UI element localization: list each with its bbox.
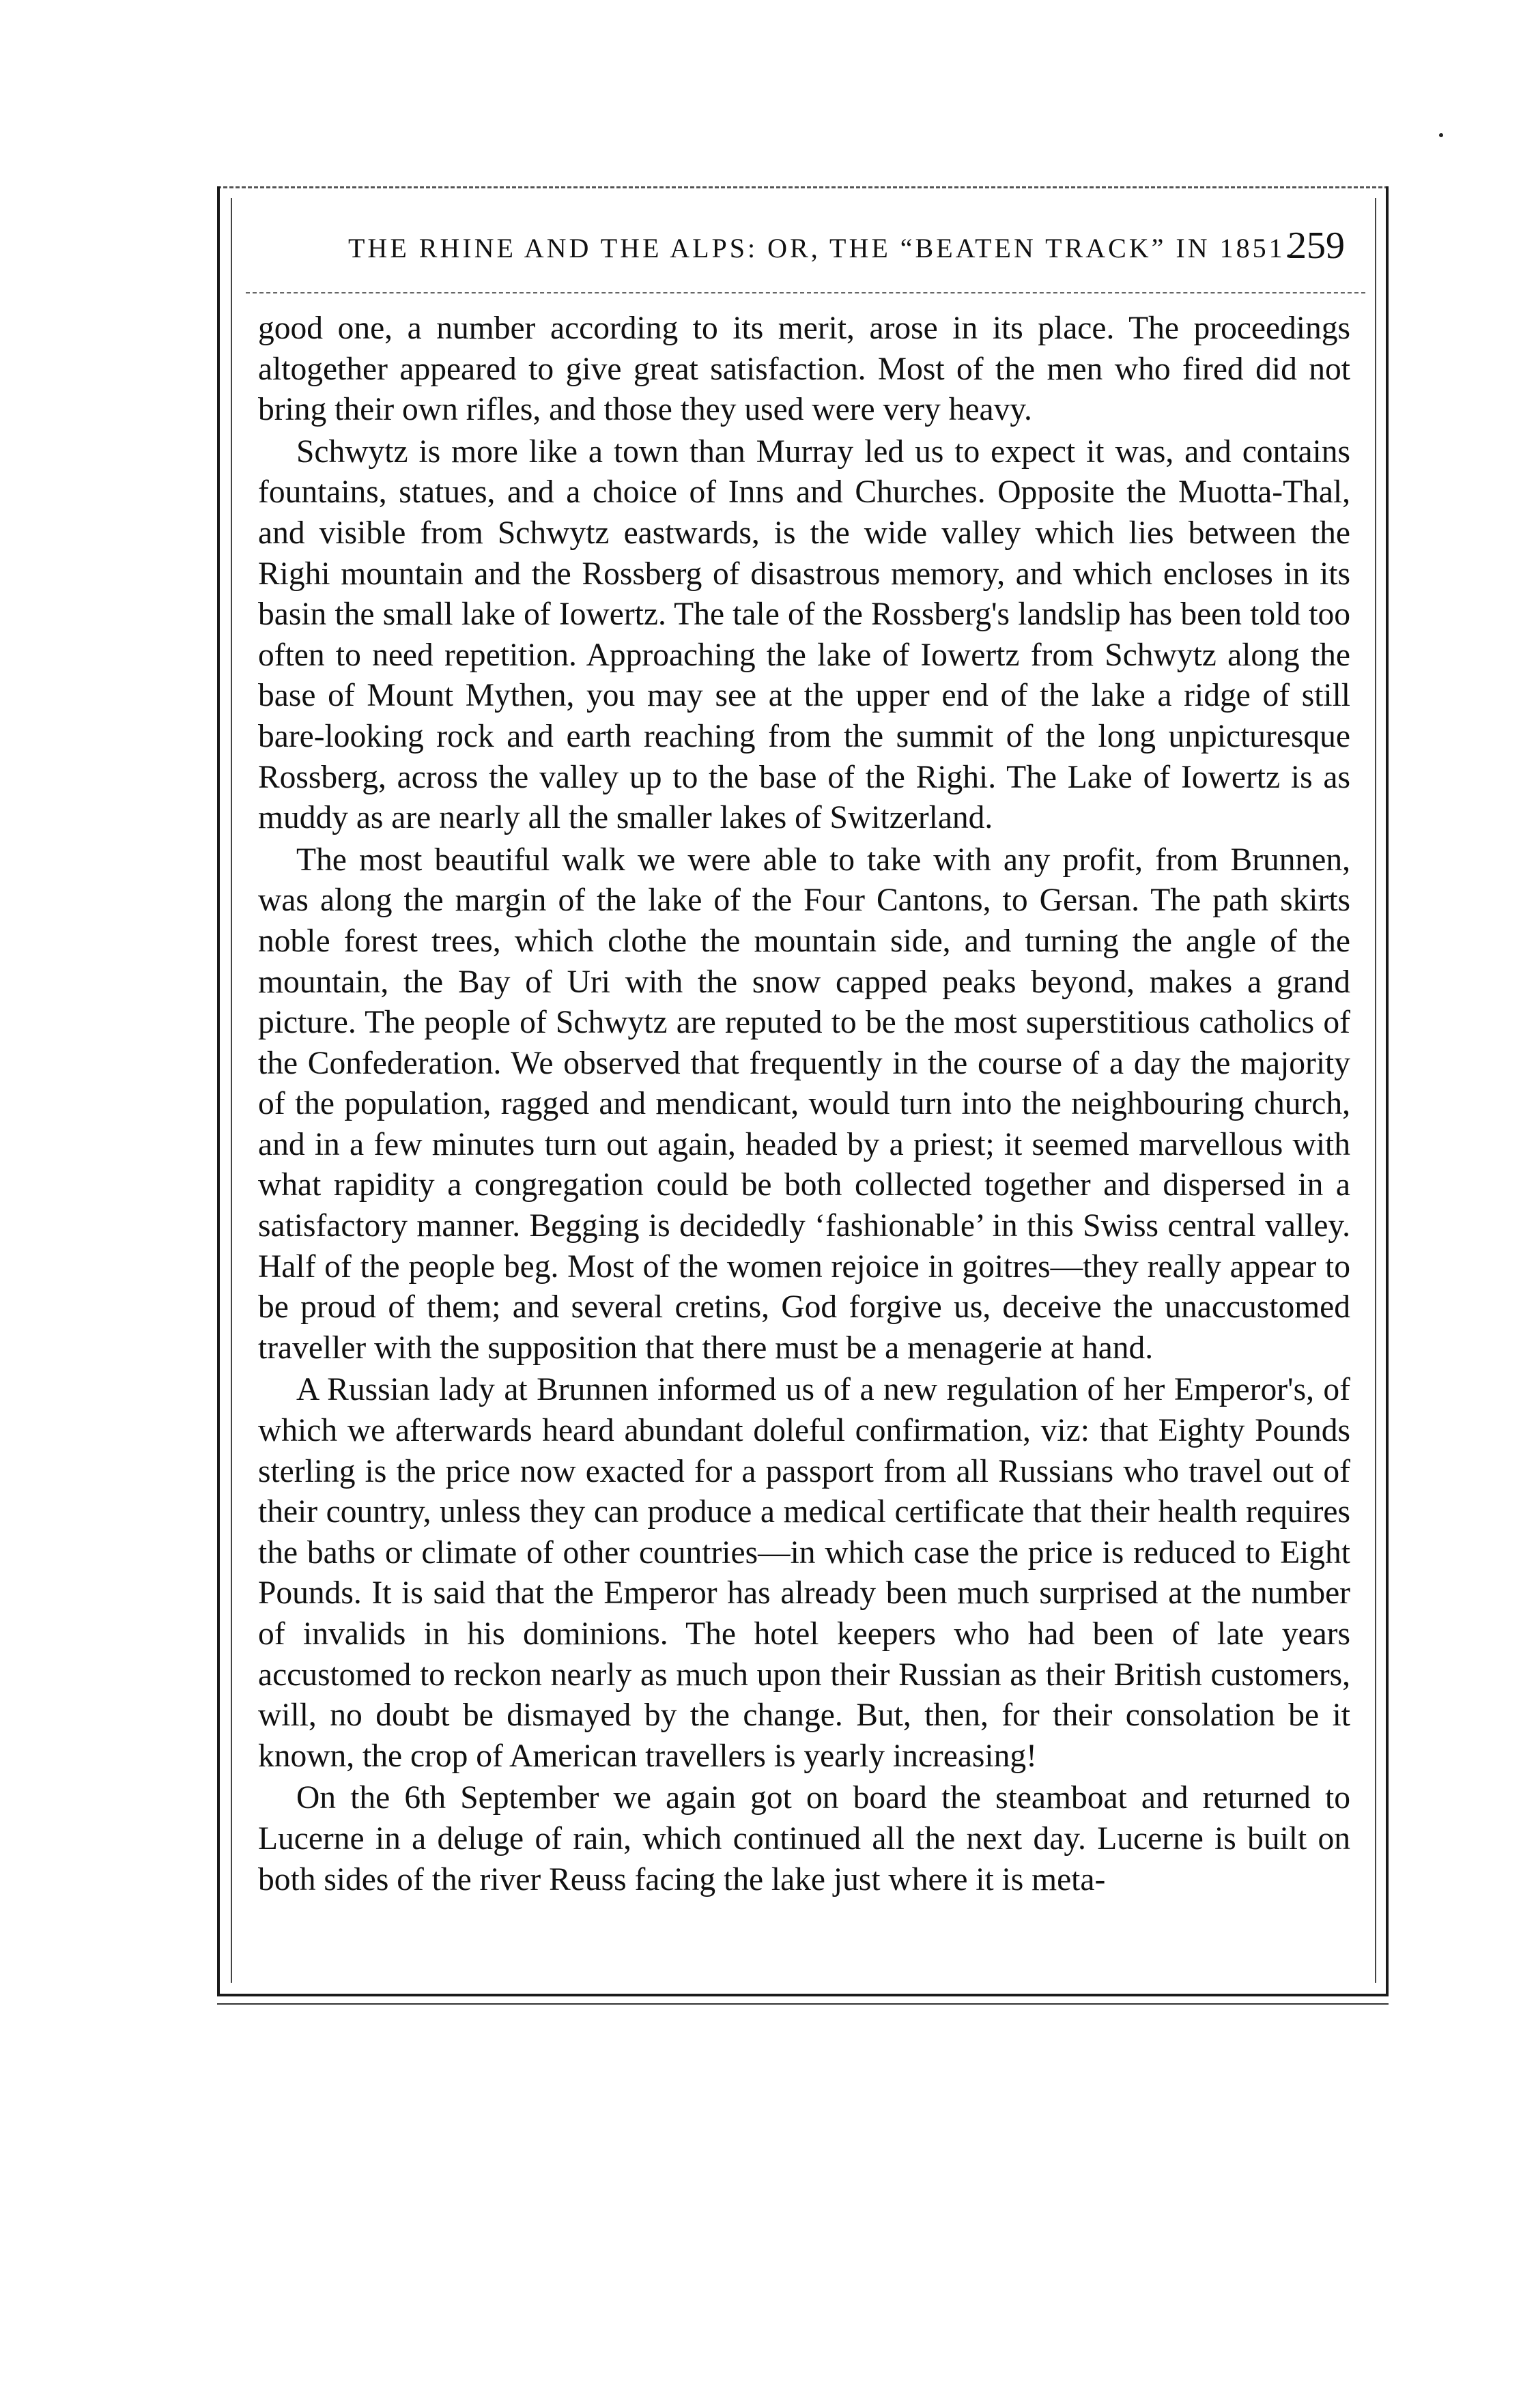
running-title: THE RHINE AND THE ALPS: OR, THE “BEATEN TRACK” IN 1851. (348, 233, 1295, 263)
header-rule (246, 292, 1365, 293)
paragraph: On the 6th September we again got on board the steamboat and returned to Lucerne in a deluge of rain, which continued all the next day. Lucerne is built on both sides of the river Reuss facing the lake just where it is meta- (258, 1780, 1350, 1897)
frame-bottom-rule (217, 2003, 1389, 2005)
paragraph: The most beautiful walk we were able to take with any profit, from Brunnen, was along the margin of the lake of the Four Cantons, to Gersan. The path skirts noble forest trees, which clothe the mountain side, and turning the angle of the mountain, the Bay of Uri with the snow capped peaks beyond, makes a grand picture. The people of Schwytz are reputed to be the most superstitious catholics of the Confederation. We observed that frequently in the course of a day the majority of the population, ragged and mendicant, would turn into the neighbouring church, and in a few minutes turn out again, headed by a priest; it seemed marvellous with what rapidity a congregation could be both collected together and dispersed in a satisfactory manner. Begging is decidedly ‘fashionable’ in this Swiss central valley. Half of the people beg. Most of the women rejoice in goitres—they really appear to be proud of them; and several cretins, God forgive us, deceive the unaccustomed traveller with the supposition that there must be a menagerie at hand. (258, 842, 1350, 1366)
body-text (258, 309, 1350, 1900)
page-header (246, 217, 1365, 285)
ink-speck (1439, 133, 1443, 137)
paragraph: A Russian lady at Brunnen informed us of a new regulation of her Emperor's, of which we afterwards heard abundant doleful confirmation, viz: that Eighty Pounds sterling is the price now exacted for a passport from all Russians who travel out of their country, unless they can produce a medical certificate that their health requires the baths or climate of other countries—in which case the price is reduced to Eight Pounds. It is said that the Emperor has already been much surprised at the number of invalids in his dominions. The hotel keepers who had been of late years accustomed to reckon nearly as much upon their Russian as their British customers, will, no doubt be dismayed by the change. But, then, for their consolation be it known, the crop of American travellers is yearly increasing! (258, 1372, 1350, 1774)
paragraph: Schwytz is more like a town than Murray led us to expect it was, and contains fountains, statues, and a choice of Inns and Churches. Opposite the Muotta-Thal, and visible from Schwytz eastwards, is the wide valley which lies between the Righi mountain and the Rossberg of disastrous memory, and which encloses in its basin the small lake of Iowertz. The tale of the Rossberg's landslip has been told too often to need repetition. Approaching the lake of Iowertz from Schwytz along the base of Mount Mythen, you may see at the upper end of the lake a ridge of still bare-looking rock and earth reaching from the summit of the long unpicturesque Rossberg, across the valley up to the base of the Righi. The Lake of Iowertz is as muddy as are nearly all the smaller lakes of Switzerland. (258, 433, 1350, 836)
frame-inner-right-rule (1375, 198, 1376, 1983)
paragraph: good one, a number according to its merit, arose in its place. The proceedings altogether appeared to give great satisfaction. Most of the men who fired did not bring their own rifles, and those they used were very heavy. (258, 311, 1350, 428)
frame-inner-left-rule (231, 198, 232, 1983)
page-number: 259 (1288, 225, 1345, 267)
